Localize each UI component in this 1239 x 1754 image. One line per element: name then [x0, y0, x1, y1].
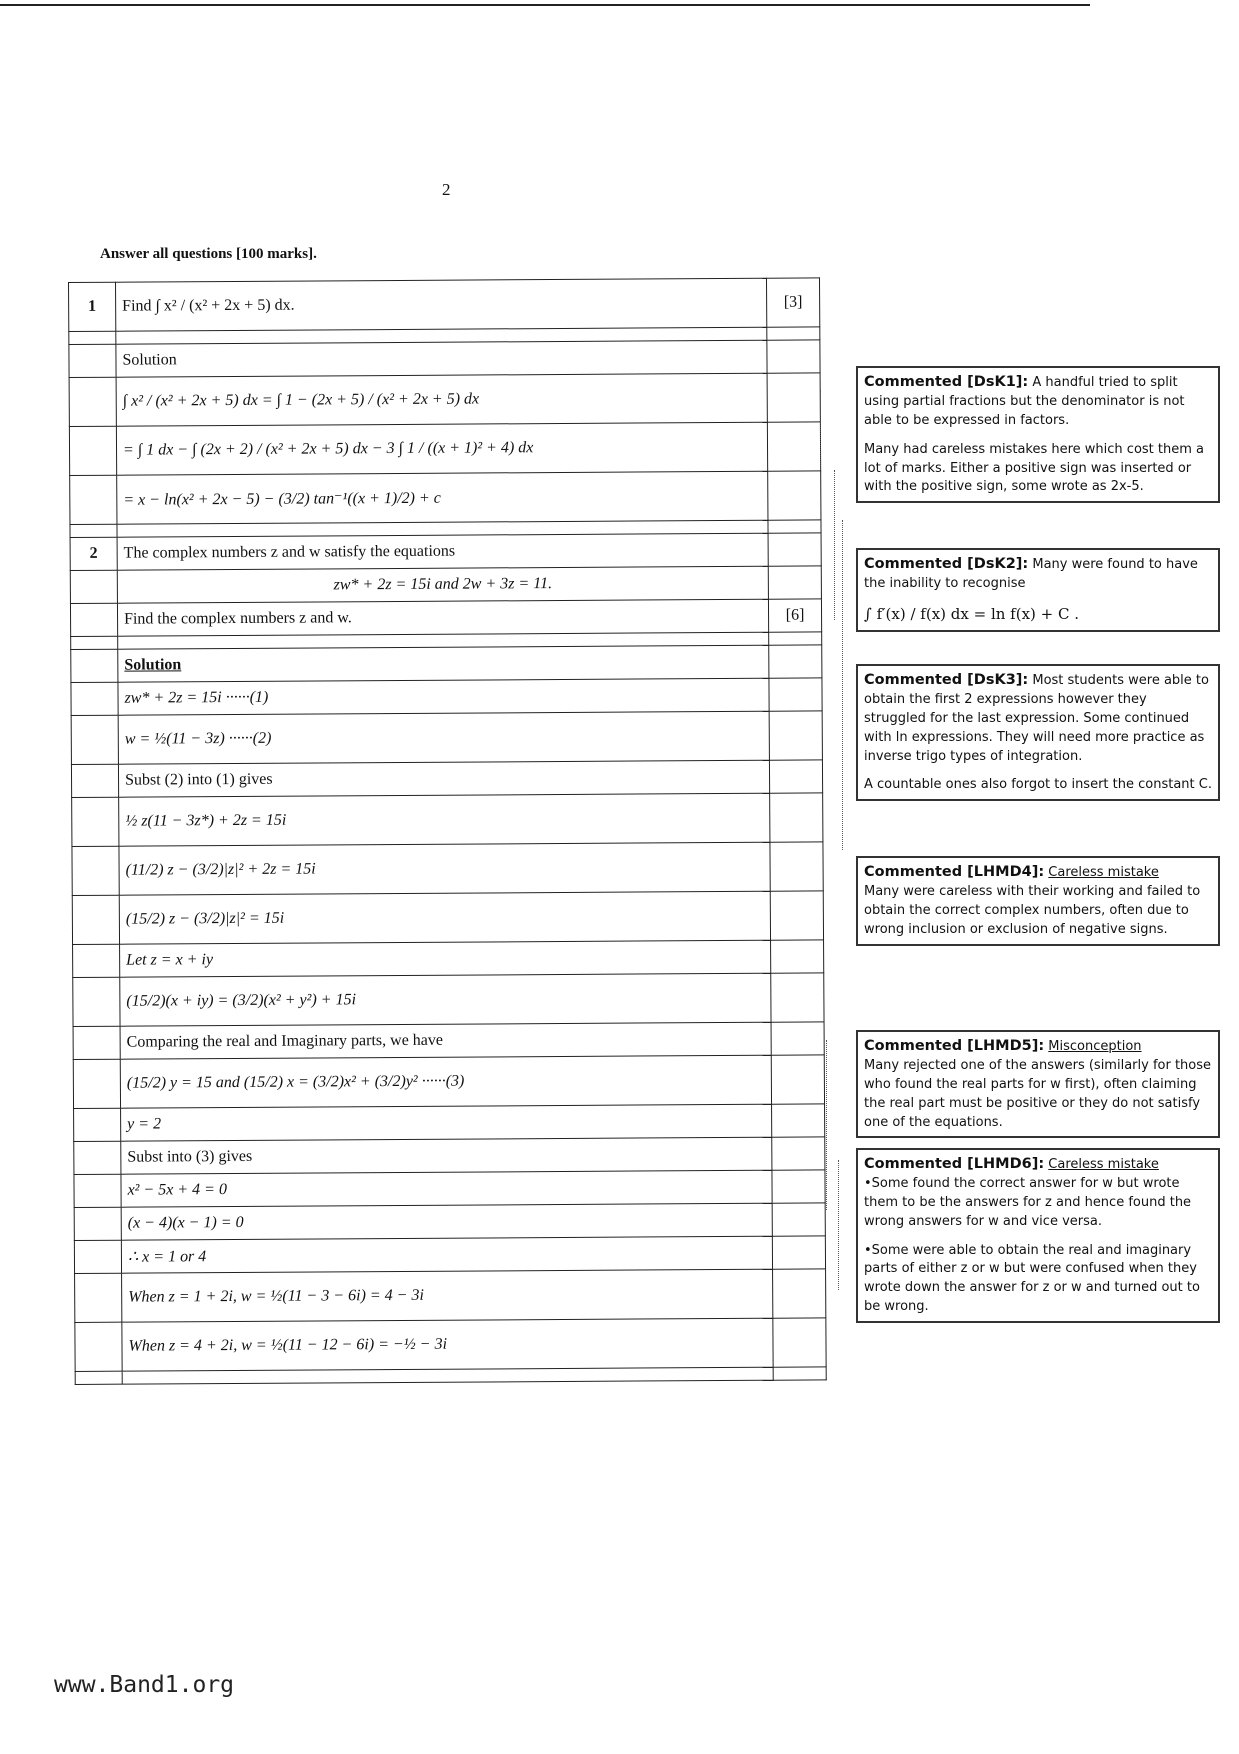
comment-text: Many were found to have the inability to recognise [864, 557, 1198, 592]
comment-leader [838, 1160, 839, 1290]
q2-step: (15/2) z − (3/2)|z|² = 15i [119, 891, 770, 944]
page-number: 2 [442, 180, 451, 199]
q2-step: Subst into (3) gives [121, 1137, 772, 1174]
comment-tag: Commented [DsK2]: [864, 556, 1029, 572]
comment-text: Many were careless with their working and failed to obtain the correct complex numbers, often due to wrong inclusion or exclusion of negative signs. [864, 884, 1201, 937]
instructions: Answer all questions [100 marks]. [100, 246, 317, 262]
comment-lhmd5[interactable] [856, 1030, 1220, 1138]
q2-question-line2: zw* + 2z = 15i and 2w + 3z = 11. [117, 566, 768, 603]
comment-tag: Commented [DsK3]: [864, 672, 1029, 688]
q2-step: zw* + 2z = 15i ······(1) [118, 678, 769, 715]
comment-leader [834, 470, 835, 620]
comment-text: Many rejected one of the answers (similarly for those who found the real parts for w first), often claiming the real part must be positive or they do not satisfy one of the equations. [864, 1058, 1212, 1130]
q1-step: ∫ x² / (x² + 2x + 5) dx = ∫ 1 − (2x + 5) / (x² + 2x + 5) dx [116, 373, 767, 426]
q2-step: ½ z(11 − 3z*) + 2z = 15i [119, 793, 770, 846]
q2-solution-heading: Solution [118, 645, 769, 682]
comment-formula: ∫ f′(x) / f(x) dx = ln f(x) + C . [864, 604, 1080, 623]
comment-lhmd4[interactable] [856, 856, 1220, 946]
comment-title: Careless mistake [1048, 1157, 1159, 1172]
q2-step: Let z = x + iy [120, 940, 771, 977]
q2-step: y = 2 [121, 1104, 772, 1141]
q2-step: (x − 4)(x − 1) = 0 [121, 1203, 772, 1240]
q1-step: = ∫ 1 dx − ∫ (2x + 2) / (x² + 2x + 5) dx − 3 ∫ 1 / ((x + 1)² + 4) dx [116, 422, 767, 475]
comment-tag: Commented [LHMD4]: [864, 864, 1045, 880]
comment-title: Misconception [1048, 1039, 1142, 1054]
top-rule [0, 4, 1090, 6]
q2-step: Comparing the real and Imaginary parts, we have [120, 1022, 771, 1059]
comment-dsk2[interactable] [856, 548, 1220, 632]
q2-step: w = ½(11 − 3z) ······(2) [118, 711, 769, 764]
q1-step: = x − ln(x² + 2x − 5) − (3/2) tan⁻¹((x + 1)/2) + c [117, 471, 768, 524]
comment-tag: Commented [LHMD5]: [864, 1038, 1045, 1054]
comment-tag: Commented [LHMD6]: [864, 1156, 1045, 1172]
q2-question-line3: Find the complex numbers z and w. [117, 599, 768, 636]
comment-title: Careless mistake [1048, 865, 1159, 880]
q2-step: (15/2)(x + iy) = (3/2)(x² + y²) + 15i [120, 973, 771, 1026]
comment-text: A countable ones also forgot to insert the constant C. [864, 777, 1212, 793]
comment-leader [842, 520, 843, 850]
comment-text: •Some found the correct answer for w but wrote them to be the answers for z and hence found the wrong answers for w and vice versa. [864, 1176, 1192, 1229]
q2-step: When z = 1 + 2i, w = ½(11 − 3 − 6i) = 4 − 3i [122, 1269, 773, 1322]
q1-solution-heading: Solution [116, 340, 767, 377]
comment-dsk1[interactable] [856, 366, 1220, 503]
comment-leader [820, 390, 821, 470]
comment-text: Many had careless mistakes here which cost them a lot of marks. Either a positive sign was inserted or with the positive sign, some wrote as 2x-5. [864, 441, 1205, 495]
comment-text: Most students were able to obtain the first 2 expressions however they struggled for the last expression. Some continued with ln expressions. They will need more practice as inverse trigo types of integration. [864, 673, 1209, 764]
comment-dsk3[interactable] [856, 664, 1220, 801]
q2-step: When z = 4 + 2i, w = ½(11 − 12 − 6i) = −½ − 3i [122, 1318, 773, 1371]
comment-tag: Commented [DsK1]: [864, 374, 1029, 390]
q1-marks: [3] [766, 278, 819, 327]
q2-step: x² − 5x + 4 = 0 [121, 1170, 772, 1207]
q2-step: (15/2) y = 15 and (15/2) x = (3/2)x² + (3/2)y² ······(3) [120, 1055, 771, 1108]
table-row [69, 278, 820, 332]
comment-text: A handful tried to split using partial fractions but the denominator is not able to be expressed in factors. [864, 375, 1185, 428]
comment-lhmd6[interactable] [856, 1148, 1220, 1323]
comment-leader [826, 1040, 827, 1210]
q2-step: Subst (2) into (1) gives [118, 760, 769, 797]
q2-question-line1: The complex numbers z and w satisfy the equations [117, 533, 768, 570]
question-table [68, 277, 827, 1385]
q1-number: 1 [69, 282, 116, 331]
q2-marks: [6] [768, 599, 821, 632]
q1-question: Find ∫ x² / (x² + 2x + 5) dx. [116, 278, 767, 331]
comment-text: •Some were able to obtain the real and imaginary parts of either z or w but were confused when they wrote down the answer for z or w and turned out to be wrong. [864, 1242, 1200, 1315]
q2-number: 2 [70, 537, 117, 570]
q2-step: (11/2) z − (3/2)|z|² + 2z = 15i [119, 842, 770, 895]
q2-step: ∴ x = 1 or 4 [121, 1236, 772, 1273]
footer-url: www.Band1.org [54, 1672, 235, 1698]
